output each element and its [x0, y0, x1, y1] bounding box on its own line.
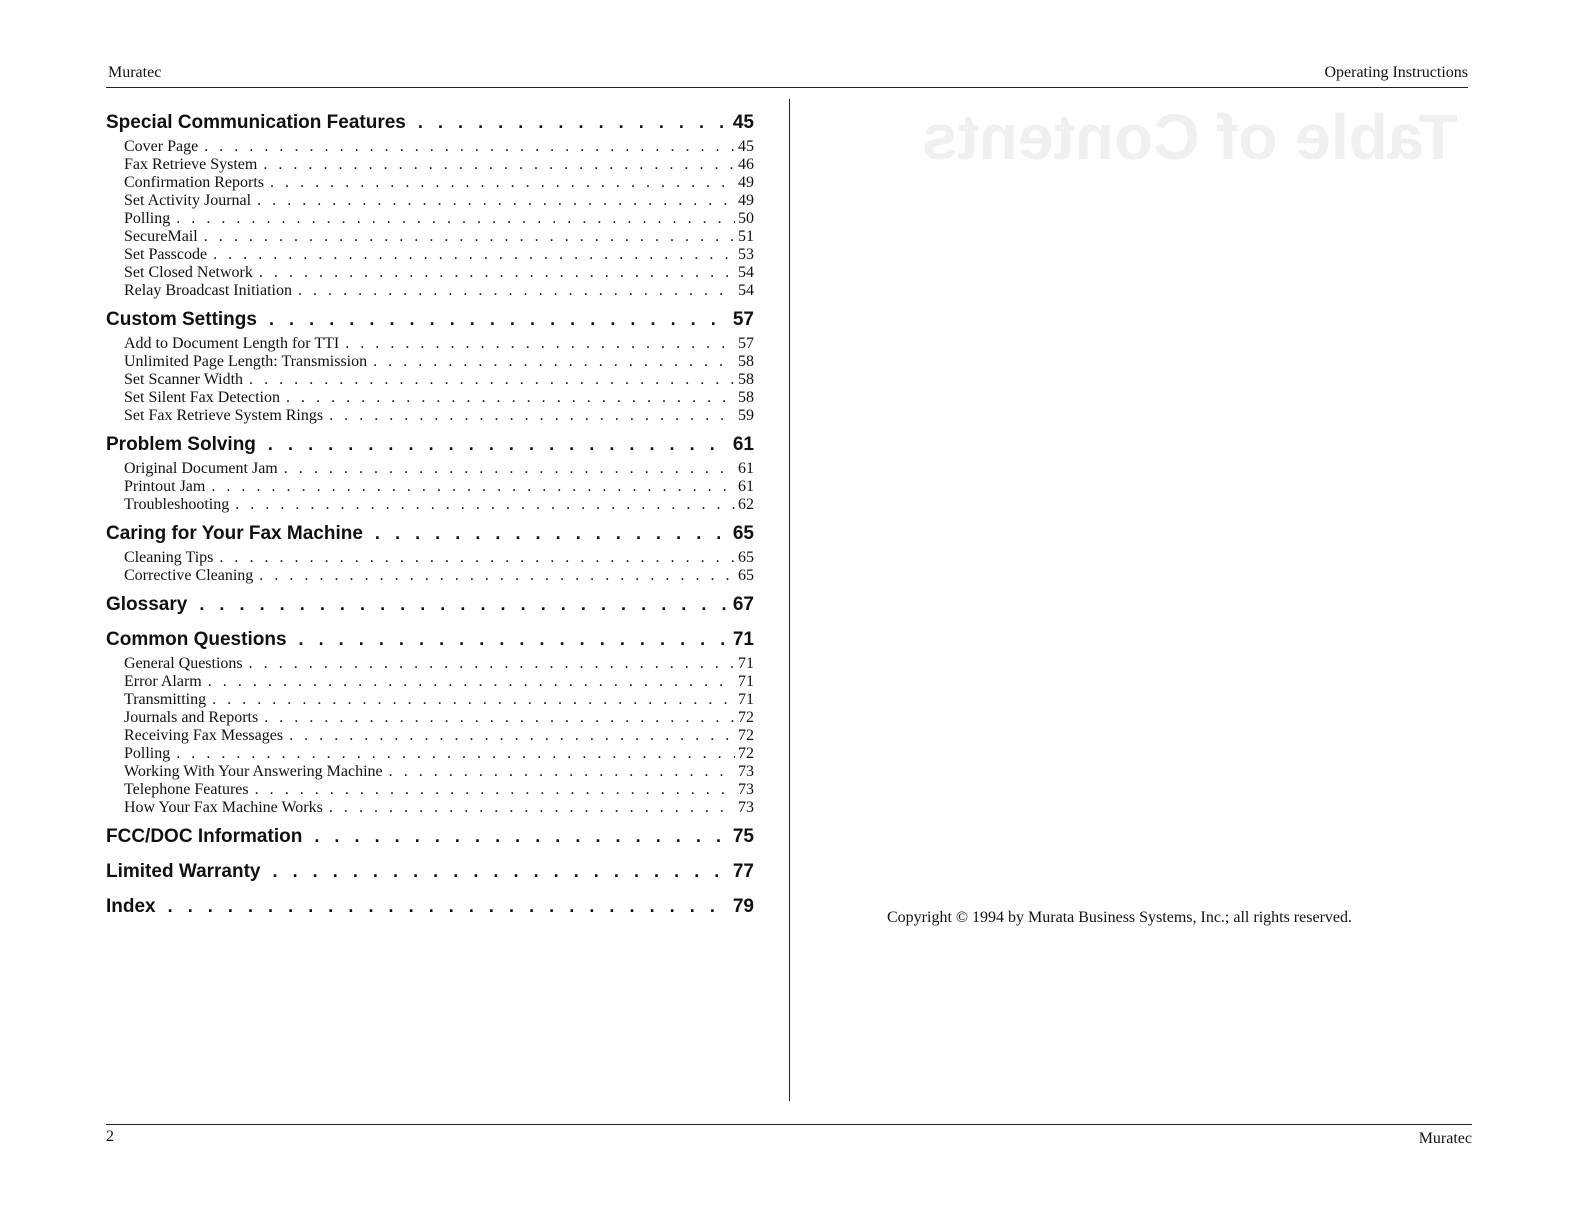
toc-entry-title: Add to Document Length for TTI [124, 335, 340, 352]
page-number: 2 [106, 1128, 114, 1145]
toc-entry-page: 53 [738, 246, 754, 263]
dot-leader [259, 567, 735, 585]
toc-section [106, 523, 754, 585]
dot-leader [329, 799, 735, 817]
dot-leader [375, 523, 729, 544]
dot-leader [255, 781, 735, 799]
toc-entry[interactable] [106, 371, 754, 389]
toc-entry-page: 59 [738, 407, 754, 424]
header-left: Muratec [108, 64, 162, 81]
dot-leader [269, 309, 729, 330]
dot-leader [268, 434, 729, 455]
toc-entry-page: 61 [738, 478, 754, 495]
toc-entry-title: Fax Retrieve System [124, 156, 258, 173]
toc-section-heading[interactable] [106, 861, 754, 887]
dot-leader [264, 709, 735, 727]
dot-leader [249, 371, 735, 389]
toc-entry[interactable] [106, 799, 754, 817]
toc-entry-title: Troubleshooting [124, 496, 230, 513]
dot-leader [208, 673, 735, 691]
toc-entry-title: Set Fax Retrieve System Rings [124, 407, 324, 424]
dot-leader [299, 629, 729, 650]
toc-entry-page: 49 [738, 192, 754, 209]
toc-entry[interactable] [106, 478, 754, 496]
toc-entry-title: Error Alarm [124, 673, 202, 690]
toc-section-title: Index [106, 896, 156, 917]
toc-entry[interactable] [106, 727, 754, 745]
dot-leader [418, 112, 729, 133]
toc-section-page: 77 [732, 861, 754, 882]
toc-entry-page: 71 [738, 655, 754, 672]
toc-entry-page: 73 [738, 799, 754, 816]
toc-entry[interactable] [106, 655, 754, 673]
toc-entry-page: 71 [738, 673, 754, 690]
toc-section-heading[interactable] [106, 112, 754, 138]
toc-entry[interactable] [106, 264, 754, 282]
toc-section-title: Glossary [106, 594, 188, 615]
toc-section [106, 826, 754, 852]
toc-entry-page: 65 [738, 567, 754, 584]
footer-rule [106, 1124, 1472, 1125]
toc-section-title: Common Questions [106, 629, 287, 650]
toc-entry-title: Receiving Fax Messages [124, 727, 284, 744]
toc-entry[interactable] [106, 549, 754, 567]
dot-leader [329, 407, 735, 425]
dot-leader [263, 156, 735, 174]
toc-entry-title: Set Passcode [124, 246, 208, 263]
toc-section-heading[interactable] [106, 309, 754, 335]
toc-entry-title: Corrective Cleaning [124, 567, 254, 584]
toc-entry[interactable] [106, 138, 754, 156]
toc-entry-title: Journals and Reports [124, 709, 259, 726]
toc-entry-page: 71 [738, 691, 754, 708]
toc-section-heading[interactable] [106, 523, 754, 549]
toc-entry-title: Set Closed Network [124, 264, 253, 281]
dot-leader [345, 335, 735, 353]
header-right: Operating Instructions [1324, 64, 1468, 81]
toc-entry[interactable] [106, 353, 754, 371]
copyright-notice: Copyright © 1994 by Murata Business Systems, Inc.; all rights reserved. [887, 909, 1352, 926]
dot-leader [176, 210, 735, 228]
toc-entry-page: 72 [738, 727, 754, 744]
toc-entry[interactable] [106, 174, 754, 192]
toc-section-heading[interactable] [106, 594, 754, 620]
toc-entry[interactable] [106, 389, 754, 407]
toc-entry[interactable] [106, 763, 754, 781]
toc-section [106, 629, 754, 817]
toc-entry-page: 51 [738, 228, 754, 245]
dot-leader [298, 282, 735, 300]
toc-entry-page: 73 [738, 763, 754, 780]
toc-section-page: 75 [732, 826, 754, 847]
toc-section-title: FCC/DOC Information [106, 826, 303, 847]
toc-entry-page: 58 [738, 371, 754, 388]
toc-entry-title: Telephone Features [124, 781, 249, 798]
toc-entry-page: 46 [738, 156, 754, 173]
toc-entry-title: Cleaning Tips [124, 549, 214, 566]
dot-leader [168, 896, 729, 917]
toc-entry-title: General Questions [124, 655, 243, 672]
toc-entry[interactable] [106, 210, 754, 228]
toc-section-heading[interactable] [106, 896, 754, 922]
toc-entry-title: How Your Fax Machine Works [124, 799, 323, 816]
dot-leader [289, 727, 735, 745]
dot-leader [212, 691, 735, 709]
toc-entry-page: 73 [738, 781, 754, 798]
toc-entry-title: Printout Jam [124, 478, 206, 495]
dot-leader [235, 496, 735, 514]
toc-section-heading[interactable] [106, 434, 754, 460]
dot-leader [314, 826, 729, 847]
toc-entry[interactable] [106, 335, 754, 353]
dot-leader [270, 174, 735, 192]
column-divider [789, 99, 790, 1101]
toc-entry[interactable] [106, 192, 754, 210]
toc-section [106, 434, 754, 514]
table-of-contents [106, 112, 754, 931]
toc-entry[interactable] [106, 460, 754, 478]
toc-entry[interactable] [106, 228, 754, 246]
toc-entry[interactable] [106, 781, 754, 799]
toc-section-page: 57 [732, 309, 754, 330]
toc-entry-title: Original Document Jam [124, 460, 278, 477]
dot-leader [199, 594, 729, 615]
dot-leader [373, 353, 735, 371]
toc-entry-title: Polling [124, 745, 171, 762]
toc-section [106, 309, 754, 425]
toc-entry-title: Cover Page [124, 138, 199, 155]
toc-section-page: 71 [732, 629, 754, 650]
dot-leader [257, 192, 735, 210]
toc-entry-page: 54 [738, 264, 754, 281]
toc-section-heading[interactable] [106, 826, 754, 852]
toc-entry-title: Set Silent Fax Detection [124, 389, 280, 406]
dot-leader [273, 861, 729, 882]
toc-entry-title: Set Scanner Width [124, 371, 244, 388]
toc-entry-page: 72 [738, 745, 754, 762]
toc-entry[interactable] [106, 156, 754, 174]
toc-entry[interactable] [106, 745, 754, 763]
show-through-title: Table of Contents [922, 101, 1458, 173]
toc-section-page: 45 [732, 112, 754, 133]
toc-section-page: 61 [732, 434, 754, 455]
toc-section-page: 67 [732, 594, 754, 615]
dot-leader [284, 460, 735, 478]
toc-entry-page: 50 [738, 210, 754, 227]
toc-entry[interactable] [106, 282, 754, 300]
toc-entry-title: Relay Broadcast Initiation [124, 282, 292, 299]
toc-entry-title: Working With Your Answering Machine [124, 763, 383, 780]
toc-entry-title: Polling [124, 210, 171, 227]
header-rule [106, 87, 1468, 88]
toc-entry-title: SecureMail [124, 228, 198, 245]
toc-entry-title: Confirmation Reports [124, 174, 264, 191]
dot-leader [176, 745, 735, 763]
toc-section-title: Problem Solving [106, 434, 256, 455]
toc-section [106, 861, 754, 887]
toc-section-page: 79 [732, 896, 754, 917]
dot-leader [213, 246, 735, 264]
toc-section [106, 112, 754, 300]
toc-entry-page: 61 [738, 460, 754, 477]
dot-leader [249, 655, 735, 673]
toc-entry-title: Transmitting [124, 691, 207, 708]
toc-section [106, 896, 754, 922]
toc-section-title: Caring for Your Fax Machine [106, 523, 363, 544]
toc-section-title: Limited Warranty [106, 861, 261, 882]
toc-entry-page: 58 [738, 353, 754, 370]
toc-entry-title: Unlimited Page Length: Transmission [124, 353, 368, 370]
toc-entry[interactable] [106, 567, 754, 585]
toc-entry[interactable] [106, 496, 754, 514]
toc-entry-page: 58 [738, 389, 754, 406]
toc-entry[interactable] [106, 673, 754, 691]
toc-entry[interactable] [106, 709, 754, 727]
dot-leader [219, 549, 735, 567]
dot-leader [259, 264, 735, 282]
toc-entry-page: 72 [738, 709, 754, 726]
toc-section-page: 65 [732, 523, 754, 544]
toc-entry-page: 45 [738, 138, 754, 155]
toc-entry-page: 57 [738, 335, 754, 352]
toc-entry[interactable] [106, 691, 754, 709]
dot-leader [389, 763, 735, 781]
toc-entry[interactable] [106, 246, 754, 264]
dot-leader [204, 228, 735, 246]
toc-entry-page: 65 [738, 549, 754, 566]
dot-leader [286, 389, 735, 407]
toc-section-title: Custom Settings [106, 309, 257, 330]
footer-right: Muratec [1418, 1130, 1472, 1147]
dot-leader [204, 138, 735, 156]
dot-leader [211, 478, 735, 496]
toc-entry[interactable] [106, 407, 754, 425]
toc-section [106, 594, 754, 620]
toc-entry-page: 62 [738, 496, 754, 513]
toc-section-title: Special Communication Features [106, 112, 406, 133]
toc-entry-page: 49 [738, 174, 754, 191]
toc-entry-title: Set Activity Journal [124, 192, 252, 209]
toc-section-heading[interactable] [106, 629, 754, 655]
toc-entry-page: 54 [738, 282, 754, 299]
